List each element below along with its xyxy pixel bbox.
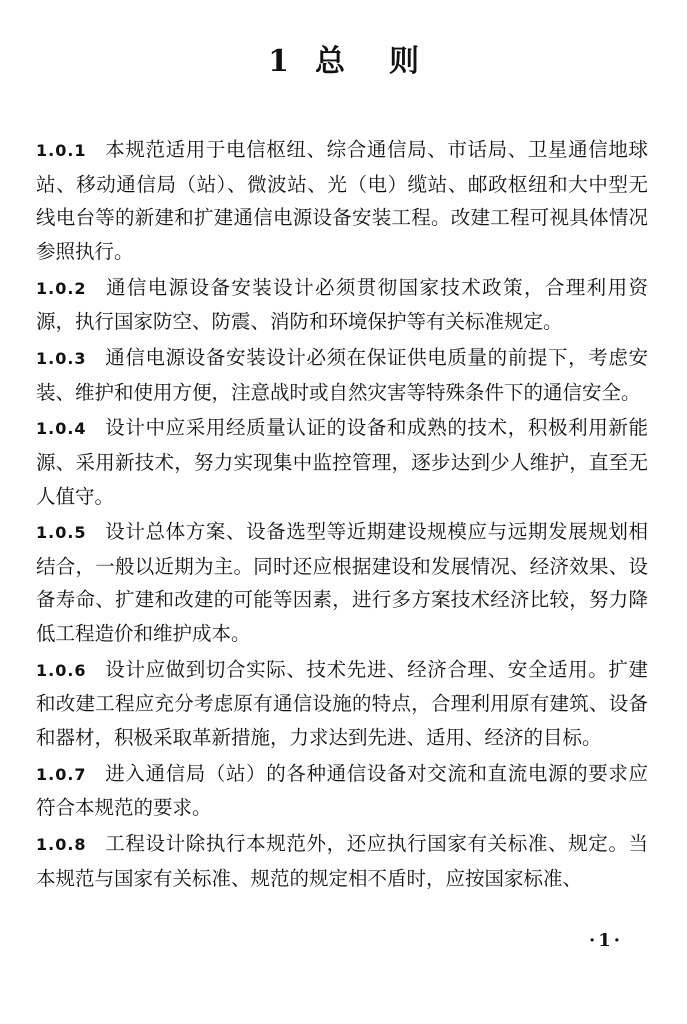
clause-number: 1.0.6 <box>36 660 87 680</box>
clause-text: 通信电源设备安装设计必须在保证供电质量的前提下，考虑安装、维护和使用方便，注意战时或自然灾害等特殊条件下的通信安全。 <box>36 345 648 404</box>
clause-text: 本规范适用于电信枢纽、综合通信局、市话局、卫星通信地球站、移动通信局（站）、微波站、光（电）缆站、邮政枢纽和大中型无线电台等的新建和扩建通信电源设备安装工程。改建工程可视具体情况参照执行。 <box>36 138 648 263</box>
page-number: ·1· <box>588 930 623 951</box>
clause-text: 进入通信局（站）的各种通信设备对交流和直流电源的要求应符合本规范的要求。 <box>36 761 648 820</box>
clause-1-0-5 <box>36 515 648 650</box>
clause-1-0-8 <box>36 827 648 895</box>
clause-text: 设计应做到切合实际、技术先进、经济合理、安全适用。扩建和改建工程应充分考虑原有通信设施的特点，合理利用原有建筑、设备和器材，积极采取革新措施，力求达到先进、适用、经济的目标。 <box>36 657 648 750</box>
clause-text: 通信电源设备安装设计必须贯彻国家技术政策，合理利用资源，执行国家防空、防震、消防和环境保护等有关标准规定。 <box>36 275 648 334</box>
chapter-title-char-1: 总 <box>314 44 345 79</box>
chapter-title-char-2: 则 <box>388 44 419 79</box>
clause-number: 1.0.5 <box>36 523 87 543</box>
clause-1-0-1 <box>36 133 648 268</box>
clause-text: 设计中应采用经质量认证的设备和成熟的技术，积极利用新能源、采用新技术，努力实现集中监控管理，逐步达到少人维护，直至无人值守。 <box>36 416 648 508</box>
clause-number: 1.0.8 <box>36 835 87 855</box>
clause-1-0-4 <box>36 411 648 513</box>
clause-1-0-6 <box>36 653 648 755</box>
clause-1-0-7 <box>36 757 648 825</box>
clause-number: 1.0.3 <box>36 348 87 368</box>
clause-text: 工程设计除执行本规范外，还应执行国家有关标准、规定。当本规范与国家有关标准、规范的规定相不盾时，应按国家标准、 <box>36 832 648 890</box>
clause-number: 1.0.7 <box>36 764 87 784</box>
clause-number: 1.0.2 <box>36 278 87 298</box>
clause-number: 1.0.1 <box>36 141 87 160</box>
chapter-body <box>36 133 648 898</box>
clause-1-0-2 <box>36 271 648 339</box>
clause-text: 设计总体方案、设备选型等近期建设规模应与远期发展规划相结合，一般以近期为主。同时还应根据建设和发展情况、经济效果、设备寿命、扩建和改建的可能等因素，进行多方案技术经济比较，努力降低工程造价和维护成本。 <box>36 520 648 646</box>
clause-1-0-3 <box>36 341 648 409</box>
chapter-title <box>0 36 687 80</box>
clause-number: 1.0.4 <box>36 419 87 439</box>
chapter-number: 1 <box>268 44 289 79</box>
